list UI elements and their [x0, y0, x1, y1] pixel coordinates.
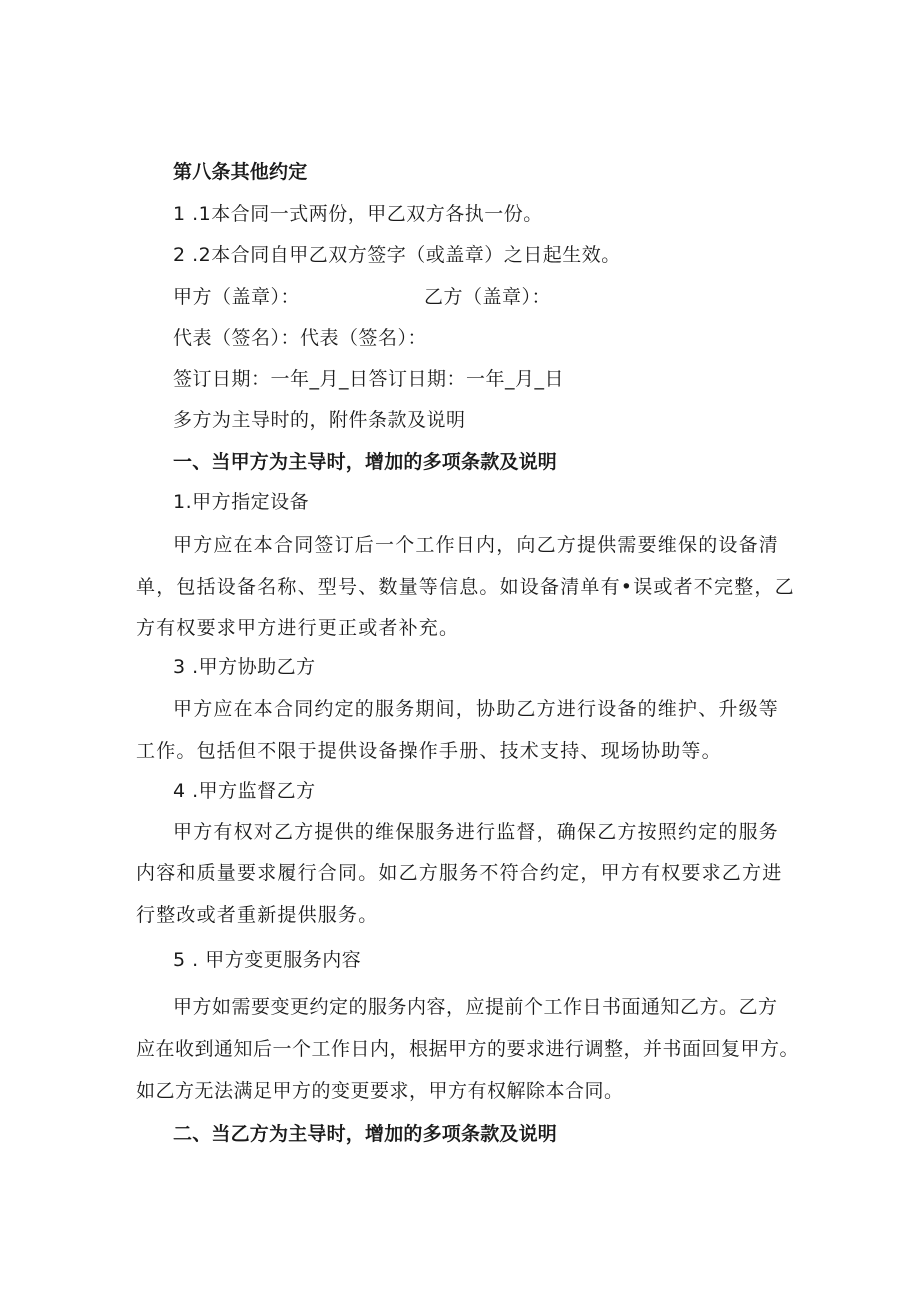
article-heading: 第八条其他约定 [173, 161, 308, 183]
item-text-line: 方有权要求甲方进行更正或者补充。 [136, 617, 460, 639]
signing-dates-line: 签订日期：一年_月_日答订日期：一年_月_日 [173, 368, 565, 390]
representatives-line: 代表（签名）：代表（签名）： [173, 327, 428, 349]
appendix-title: 多方为主导时的，附件条款及说明 [173, 409, 466, 431]
party-a-seal-label: 甲方（盖章）： [173, 286, 301, 308]
item-text-line: 行整改或者重新提供服务。 [136, 904, 379, 926]
item-title: 5 . 甲方变更服务内容 [173, 949, 362, 971]
section-1-heading: 一、当甲方为主导时，增加的多项条款及说明 [173, 451, 558, 473]
item-text-line: 内容和质量要求履行合同。如乙方服务不符合约定，甲方有权要求乙方进 [136, 862, 783, 884]
clause-1: 1 .1本合同一式两份，甲乙双方各执一份。 [173, 203, 543, 225]
party-b-seal-label: 乙方（盖章）： [424, 286, 552, 308]
item-title: 4 .甲方监督乙方 [173, 780, 316, 802]
item-text-line: 甲方应在本合同签订后一个工作日内，向乙方提供需要维保的设备清 [173, 534, 780, 556]
clause-2: 2 .2本合同自甲乙双方签字（或盖章）之日起生效。 [173, 244, 621, 266]
item-text-line: 甲方如需要变更约定的服务内容，应提前个工作日书面通知乙方。乙方 [173, 996, 778, 1018]
item-title: 3 .甲方协助乙方 [173, 656, 316, 678]
section-2-heading: 二、当乙方为主导时，增加的多项条款及说明 [173, 1123, 558, 1145]
item-text-line: 工作。包括但不限于提供设备操作手册、技术支持、现场协助等。 [136, 740, 722, 762]
item-title: 1.甲方指定设备 [173, 491, 310, 513]
item-text-line: 应在收到通知后一个工作日内，根据甲方的要求进行调整，并书面回复甲方。 [136, 1038, 800, 1060]
item-text-line: 甲方应在本合同约定的服务期间，协助乙方进行设备的维护、升级等 [173, 698, 780, 720]
item-text-line: 单，包括设备名称、型号、数量等信息。如设备清单有•误或者不完整，乙 [136, 576, 795, 598]
item-text-line: 甲方有权对乙方提供的维保服务进行监督，确保乙方按照约定的服务 [173, 821, 780, 843]
item-text-line: 如乙方无法满足甲方的变更要求，甲方有权解除本合同。 [136, 1080, 624, 1102]
